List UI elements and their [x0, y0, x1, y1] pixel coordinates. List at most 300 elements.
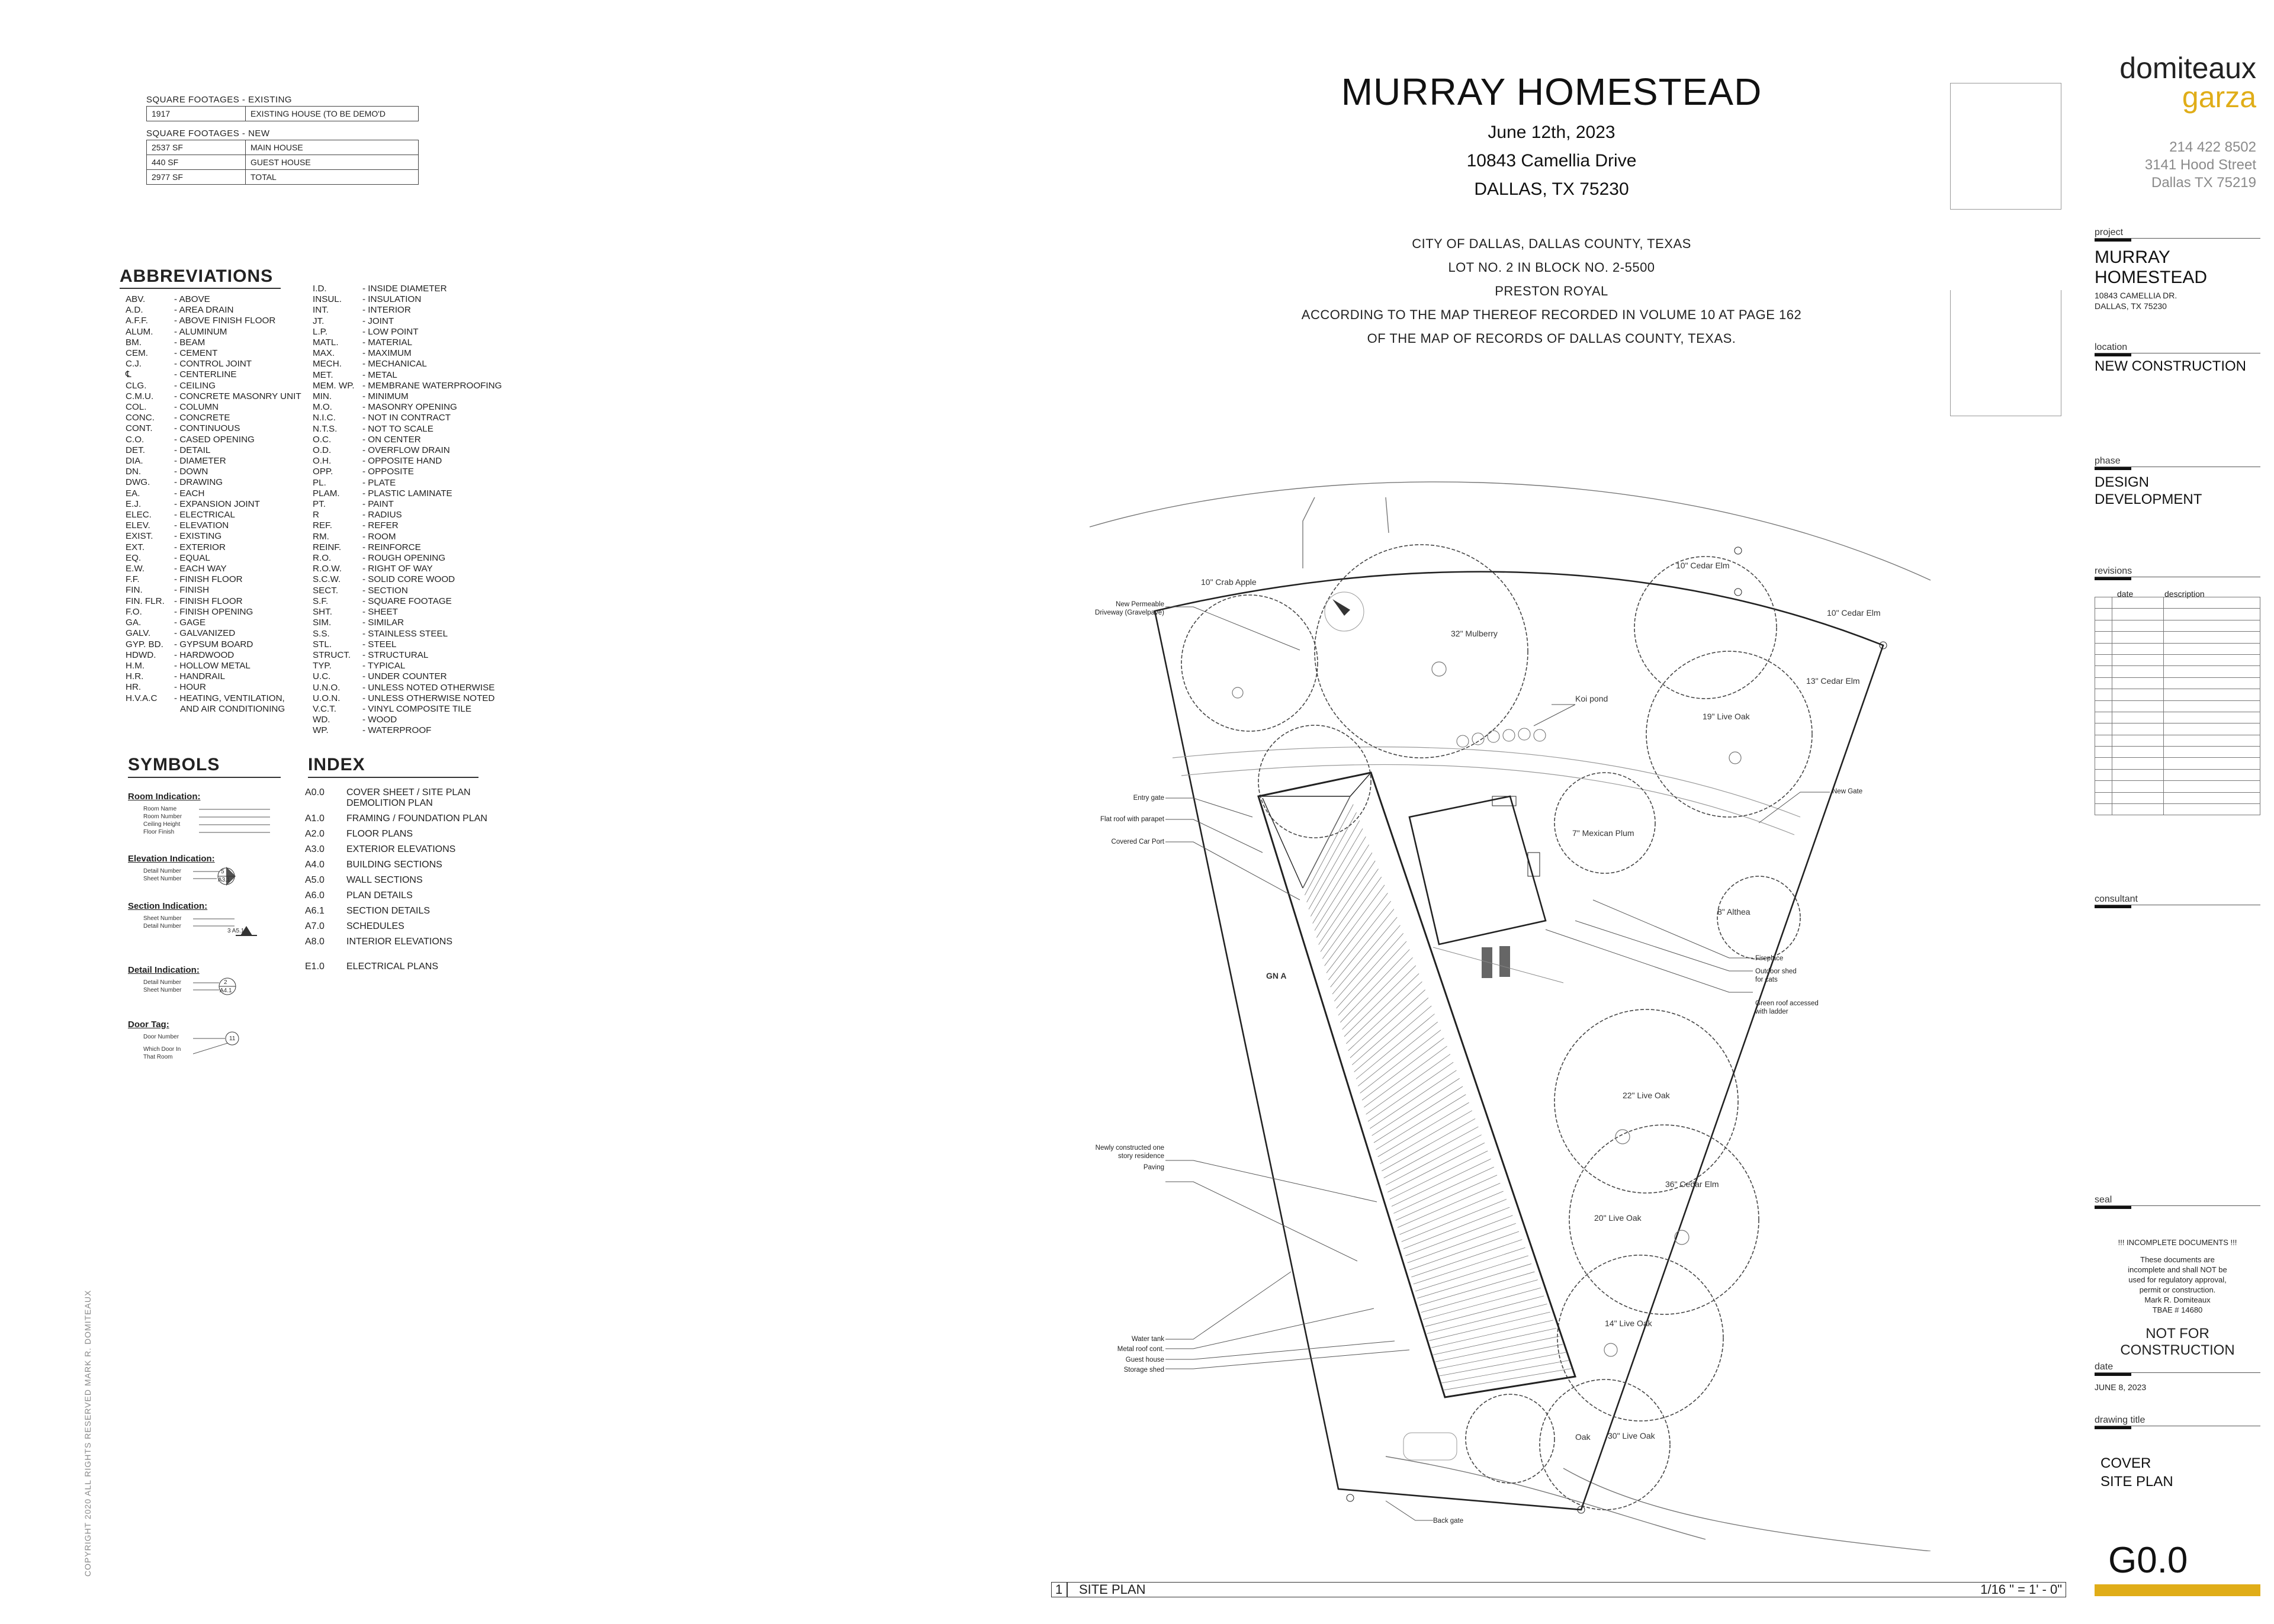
abbreviation-row — [126, 391, 301, 402]
abbreviation-key: BM. — [126, 337, 142, 348]
abbreviation-value: - ABOVE FINISH FLOOR — [174, 316, 276, 326]
abbreviations-col-1 — [126, 294, 301, 715]
plan-label: 19" Live Oak — [1703, 712, 1750, 721]
abbreviation-row — [126, 488, 301, 499]
index-item[interactable] — [305, 857, 487, 873]
abbreviation-row — [313, 532, 502, 542]
revision-cell — [2095, 700, 2112, 712]
abbreviation-row — [313, 704, 502, 715]
callout-water-tank: Water tank — [1131, 1336, 1164, 1343]
seal-note: permit or construction. — [2139, 1285, 2216, 1294]
abbreviation-key: FIN. FLR. — [126, 596, 165, 606]
abbreviation-row — [126, 650, 301, 661]
abbreviation-value: - COLUMN — [174, 402, 219, 413]
callout-driveway — [1013, 600, 1164, 617]
table-row — [2095, 632, 2260, 643]
plan-label: 8" Althea — [1717, 907, 1751, 916]
callout-text: Outdoor shed — [1755, 968, 1797, 975]
plan-label: 10" Cedar Elm — [1676, 561, 1730, 570]
sf-value: 1917 — [147, 107, 246, 121]
index-item[interactable] — [305, 873, 487, 888]
abbreviation-row — [313, 574, 502, 585]
abbreviation-key: R.O.W. — [313, 564, 342, 574]
abbreviation-row — [313, 564, 502, 574]
roof-rib — [1356, 1014, 1435, 1079]
abbreviation-row — [126, 348, 301, 359]
abbreviation-key: S.C.W. — [313, 574, 341, 585]
seal-note: These documents are — [2140, 1255, 2215, 1264]
abbreviation-key: HR. — [126, 682, 142, 693]
abbreviation-key: FIN. — [126, 585, 143, 596]
abbreviation-key: PLAM. — [313, 488, 340, 499]
plan-label: 10" Crab Apple — [1201, 577, 1257, 587]
revision-cell — [2095, 689, 2112, 700]
callout-flat-roof: Flat roof with parapet — [1100, 816, 1164, 823]
roof-rib — [1403, 1207, 1509, 1249]
abbreviation-key: WP. — [313, 725, 329, 736]
abbreviation-row — [126, 456, 301, 467]
table-row — [2095, 620, 2260, 631]
revision-cell — [2095, 654, 2112, 665]
detail-tag-icon — [193, 977, 240, 1002]
revision-cell — [2095, 609, 2112, 620]
abbreviation-value: - UNLESS OTHERWISE NOTED — [362, 693, 495, 703]
abbreviation-key: H.M. — [126, 660, 145, 671]
plan-label: 10" Cedar Elm — [1827, 608, 1881, 618]
tb-label: revisions — [2095, 566, 2132, 576]
roof-rib — [1348, 982, 1422, 1051]
roof-rib — [1368, 1062, 1453, 1121]
symbol-label: Detail Number — [143, 868, 181, 874]
abbreviation-row — [313, 715, 502, 725]
abbreviation-key: U.O.N. — [313, 693, 341, 703]
roof-rib — [1380, 1111, 1472, 1164]
abbreviation-row — [313, 391, 502, 402]
table-row — [2095, 700, 2260, 712]
abbreviation-value: - STRUCTURAL — [362, 649, 429, 660]
tree-canopy — [1646, 651, 1812, 817]
abbreviation-row — [126, 359, 301, 369]
abbreviation-row — [313, 467, 502, 477]
index-title-text: BUILDING SECTIONS — [346, 860, 442, 870]
revision-cell — [2095, 632, 2112, 643]
tree-canopy — [1554, 773, 1655, 873]
roof-rib — [1313, 837, 1366, 924]
abbreviation-key: C.M.U. — [126, 391, 154, 401]
abbreviation-value: - EACH — [174, 488, 205, 499]
revision-cell — [2095, 758, 2112, 769]
abbreviation-value: AND AIR CONDITIONING — [180, 703, 285, 714]
abbreviation-key — [126, 704, 174, 715]
section-indication-heading: Section Indication: — [128, 901, 208, 911]
abbreviation-value: - WOOD — [362, 715, 397, 725]
abbreviation-key: SECT. — [313, 585, 339, 596]
tb-project — [2095, 227, 2260, 311]
plan-label: 36" Cedar Elm — [1665, 1179, 1719, 1189]
abbreviation-value: - GALVANIZED — [174, 628, 236, 639]
revision-cell — [2164, 735, 2260, 746]
tb-label: consultant — [2095, 894, 2138, 904]
guest-house-outline — [1409, 796, 1546, 944]
sf-desc: MAIN HOUSE — [246, 140, 419, 155]
roof-rib — [1311, 828, 1363, 916]
abbreviation-key: GA. — [126, 618, 142, 628]
room-indication-heading: Room Indication: — [128, 792, 201, 802]
legal-line: OF THE MAP OF RECORDS OF DALLAS COUNTY, TEXAS. — [1367, 331, 1736, 346]
revision-cell — [2164, 654, 2260, 665]
abbreviation-row — [126, 369, 301, 380]
section-tag-icon — [193, 913, 258, 943]
table-row — [147, 107, 419, 121]
tb-phase-value: DEVELOPMENT — [2095, 491, 2202, 507]
revision-cell — [2095, 712, 2112, 723]
symbol-label: That Room — [143, 1054, 173, 1060]
abbreviation-row — [126, 435, 301, 445]
roof-rib — [1319, 861, 1376, 945]
table-row — [2095, 735, 2260, 746]
callout-residence — [1013, 1144, 1164, 1160]
abbreviation-row — [313, 596, 502, 607]
callout-fireplace: Fireplace — [1755, 955, 1784, 962]
abbreviation-key: DET. — [126, 445, 145, 455]
roof-rib — [1354, 1006, 1432, 1072]
revision-cell — [2164, 597, 2260, 609]
revision-cell — [2112, 632, 2164, 643]
abbreviation-key: PT. — [313, 499, 326, 510]
abbreviation-row — [313, 725, 502, 736]
index-item[interactable] — [305, 827, 487, 842]
room-indication — [128, 792, 282, 836]
callout-back-gate: Back gate — [1433, 1517, 1464, 1525]
abbreviation-value: - CONCRETE — [174, 413, 230, 423]
roof-rib — [1337, 933, 1403, 1008]
tree-canopy — [1181, 595, 1318, 731]
abbreviation-key: MAX. — [313, 348, 335, 359]
abbreviation-value: - HANDRAIL — [174, 671, 226, 682]
abbreviation-row — [126, 607, 301, 618]
abbreviation-value: - DRAWING — [174, 477, 223, 488]
roof-rib — [1405, 1215, 1512, 1256]
plan-label: 13" Cedar Elm — [1806, 676, 1860, 686]
abbreviation-value: - SQUARE FOOTAGE — [362, 596, 452, 606]
plan-label: Koi pond — [1575, 694, 1608, 703]
abbreviations-col-2 — [313, 284, 502, 737]
abbreviation-key: ELEV. — [126, 520, 150, 531]
seal-note: !!! INCOMPLETE DOCUMENTS !!! — [2118, 1238, 2237, 1247]
abbreviation-row — [126, 294, 301, 305]
abbreviation-key: F.F. — [126, 574, 140, 585]
drawing-number: 1 — [1055, 1582, 1063, 1597]
abbreviation-value: - FINISH FLOOR — [174, 574, 243, 585]
legal-line: PRESTON ROYAL — [1495, 284, 1608, 298]
abbreviations-title: ABBREVIATIONS — [120, 266, 274, 286]
roof-rib — [1396, 1175, 1497, 1221]
index-title-text: ELECTRICAL PLANS — [346, 961, 439, 972]
index-sheet: A4.0 — [305, 860, 325, 870]
abbreviation-key: JT. — [313, 316, 325, 326]
revision-cell — [2112, 792, 2164, 803]
abbreviation-row — [313, 499, 502, 510]
abbreviation-value: - EXISTING — [174, 531, 222, 542]
abbreviation-key: O.D. — [313, 445, 332, 456]
revision-cell — [2164, 769, 2260, 780]
abbreviation-key: EA. — [126, 488, 140, 499]
index-item[interactable] — [305, 811, 487, 827]
symbol-label: Which Door In — [143, 1046, 181, 1053]
abbreviation-value: - FINISH OPENING — [174, 606, 253, 617]
abbreviation-key: COL. — [126, 402, 147, 413]
index-title-text: DEMOLITION PLAN — [346, 798, 433, 808]
abbreviation-value: - ABOVE — [174, 294, 210, 304]
abbreviation-value: - NOT TO SCALE — [362, 423, 433, 434]
index-item[interactable] — [305, 903, 487, 919]
tb-drawing-title-value: SITE PLAN — [2100, 1474, 2173, 1490]
table-row — [147, 140, 419, 155]
callout-text: story residence — [1118, 1153, 1164, 1160]
sf-new-table — [146, 140, 419, 185]
abbreviation-value: - ALUMINUM — [174, 326, 227, 337]
firm-street: 3141 Hood Street — [2144, 157, 2256, 173]
abbreviation-row — [313, 542, 502, 553]
abbreviation-value: - JOINT — [362, 316, 394, 326]
abbreviation-row — [313, 337, 502, 348]
abbreviation-row — [313, 316, 502, 327]
revision-cell — [2164, 804, 2260, 815]
plan-label: 22" Live Oak — [1623, 1091, 1670, 1100]
abbreviation-row — [313, 294, 502, 305]
revision-cell — [2112, 804, 2164, 815]
copyright: COPYRIGHT 2020 ALL RIGHTS RESERVED MARK R. DOMITEAUX — [83, 1289, 92, 1577]
revision-cell — [2112, 723, 2164, 735]
callout-text: Newly constructed one — [1095, 1144, 1164, 1152]
abbreviation-value: - MASONRY OPENING — [362, 402, 457, 413]
abbreviation-value: - RADIUS — [362, 510, 402, 520]
abbreviation-key: MIN. — [313, 391, 332, 402]
tb-project-name: HOMESTEAD — [2095, 268, 2208, 287]
abbreviation-key: S.S. — [313, 628, 330, 639]
callout-text: Driveway (Gravelpave) — [1095, 609, 1164, 616]
abbreviation-value: - DETAIL — [174, 445, 211, 455]
index-sheet: A5.0 — [305, 875, 325, 885]
tree-canopy — [1540, 1379, 1670, 1510]
project-date-address — [1315, 118, 1788, 204]
abbreviation-row — [313, 381, 502, 391]
elevation-indication — [128, 854, 282, 883]
index-item[interactable] — [305, 888, 487, 903]
north-arrow-icon — [1325, 592, 1364, 631]
table-row — [2095, 597, 2260, 609]
roof-rib — [1307, 812, 1357, 902]
legal-line: LOT NO. 2 IN BLOCK NO. 2-5500 — [1448, 260, 1655, 275]
callout-paving: Paving — [1143, 1164, 1164, 1171]
revision-cell — [2164, 609, 2260, 620]
callout-entry-gate: Entry gate — [1133, 795, 1164, 802]
index-title-text: EXTERIOR ELEVATIONS — [346, 844, 456, 854]
table-row — [2095, 712, 2260, 723]
elevation-tag-bottom: A3.1 — [218, 877, 230, 883]
firm-contact — [2025, 139, 2256, 192]
index-item[interactable] — [305, 842, 487, 857]
roof-rib — [1387, 1143, 1485, 1192]
abbreviation-row — [313, 402, 502, 413]
tb-seal — [2095, 1195, 2260, 1359]
abbreviation-row — [126, 499, 301, 510]
symbol-label: Ceiling Height — [143, 821, 181, 828]
roof-rib — [1431, 1320, 1553, 1348]
tree-canopy — [1315, 545, 1528, 758]
abbreviation-row — [313, 520, 502, 531]
abbreviation-value: - CENTERLINE — [174, 369, 237, 380]
table-row — [2095, 804, 2260, 815]
plan-label: 30" Live Oak — [1608, 1431, 1655, 1440]
revision-cell — [2095, 597, 2112, 609]
abbreviation-value: - STEEL — [362, 639, 397, 649]
roof-rib — [1315, 845, 1369, 931]
roof-rib — [1408, 1223, 1516, 1263]
index-rule — [308, 777, 478, 778]
index-sheet: A6.0 — [305, 890, 325, 901]
abbreviation-key: MECH. — [313, 359, 342, 369]
tb-label: project — [2095, 227, 2124, 237]
abbreviation-key: C.J. — [126, 359, 142, 369]
abbreviation-value: - UNLESS NOTED OTHERWISE — [362, 682, 495, 693]
roof-rib — [1419, 1272, 1535, 1305]
abbreviation-value: - OPPOSITE — [362, 467, 414, 477]
index-sheet — [305, 796, 346, 811]
abbreviation-row — [126, 531, 301, 542]
revision-cell — [2164, 689, 2260, 700]
abbreviation-row — [313, 683, 502, 693]
revision-cell — [2095, 677, 2112, 689]
abbreviation-key: N.I.C. — [313, 413, 336, 423]
abbreviation-row — [126, 574, 301, 585]
index-sheet: A7.0 — [305, 921, 325, 931]
revision-cell — [2095, 747, 2112, 758]
abbreviation-value: - LOW POINT — [362, 326, 419, 337]
index-sheet: A6.1 — [305, 906, 325, 916]
tb-location — [2095, 342, 2260, 375]
abbreviation-key: ALUM. — [126, 326, 153, 337]
abbreviation-value: - DOWN — [174, 467, 208, 477]
index-item-e1[interactable] — [305, 959, 438, 975]
symbol-label: Sheet Number — [143, 876, 182, 882]
tb-revisions — [2095, 566, 2260, 599]
roof-rib — [1331, 909, 1394, 988]
elevation-indication-heading: Elevation Indication: — [128, 854, 215, 864]
abbreviation-value: - HOUR — [174, 682, 206, 693]
elevation-tag-top: 5 — [221, 869, 224, 875]
abbreviation-value: - CEMENT — [174, 348, 218, 359]
revision-cell — [2112, 735, 2164, 746]
abbreviation-key: F.O. — [126, 606, 142, 617]
abbreviation-value: - HEATING, VENTILATION, — [174, 693, 285, 703]
abbreviation-row — [126, 542, 301, 553]
roof-rib — [1417, 1263, 1531, 1298]
project-address: 10843 Camellia Drive — [1466, 151, 1637, 171]
abbreviation-value: - EXTERIOR — [174, 542, 226, 552]
sf-value: 2537 SF — [147, 140, 246, 155]
revision-cell — [2164, 666, 2260, 677]
abbreviation-value: - ON CENTER — [362, 434, 421, 445]
roof-rib — [1303, 796, 1350, 888]
abbreviation-value: - GYPSUM BOARD — [174, 639, 253, 649]
abbreviation-value: - BEAM — [174, 337, 205, 348]
abbreviation-key: OPP. — [313, 467, 333, 477]
abbreviation-key: O.C. — [313, 434, 332, 445]
sf-existing-heading: SQUARE FOOTAGES - EXISTING — [146, 95, 293, 105]
abbreviation-row — [126, 671, 301, 682]
callout-guest-house: Guest house — [1125, 1356, 1164, 1363]
tb-label: date — [2095, 1362, 2114, 1372]
table-row — [2095, 689, 2260, 700]
abbreviation-key: R — [313, 510, 319, 520]
abbreviation-value: - NOT IN CONTRACT — [362, 413, 451, 423]
abbreviation-key: I.D. — [313, 284, 327, 294]
abbreviation-value: - SHEET — [362, 607, 398, 618]
abbreviation-key: ELEC. — [126, 510, 152, 520]
symbol-label: Floor Finish — [143, 829, 175, 835]
tb-phase-value: DESIGN — [2095, 474, 2150, 490]
abbreviation-row — [126, 661, 301, 671]
abbreviation-row — [313, 629, 502, 639]
revision-cell — [2112, 597, 2164, 609]
firm-phone: 214 422 8502 — [2169, 139, 2256, 155]
symbol-label: Detail Number — [143, 923, 181, 930]
callout-text: Green roof accessed — [1755, 1000, 1819, 1007]
abbreviation-key: U.N.O. — [313, 682, 341, 693]
abbreviation-value: - PLASTIC LAMINATE — [362, 488, 452, 499]
abbreviation-value: - GAGE — [174, 618, 206, 628]
abbreviation-key: CLG. — [126, 380, 147, 391]
abbreviation-value: - CASED OPENING — [174, 434, 255, 445]
index-item[interactable] — [305, 934, 487, 950]
abbreviation-key: EQ. — [126, 552, 142, 563]
abbreviation-row — [313, 553, 502, 564]
detail-indication — [128, 965, 282, 994]
roof-rib — [1421, 1280, 1538, 1313]
abbreviation-value: - INTERIOR — [362, 305, 411, 316]
abbreviation-row — [126, 477, 301, 488]
index-item[interactable] — [305, 919, 487, 934]
revision-cell — [2095, 620, 2112, 631]
abbreviation-row — [313, 671, 502, 682]
abbreviation-value: - TYPICAL — [362, 661, 406, 671]
table-row — [2095, 747, 2260, 758]
tb-date — [2095, 1362, 2260, 1393]
abbreviation-value: - INSULATION — [362, 294, 422, 305]
abbreviation-key: STRUCT. — [313, 649, 351, 660]
abbreviation-row — [126, 337, 301, 348]
revision-cell — [2095, 804, 2112, 815]
abbreviation-key: STL. — [313, 639, 332, 649]
roof-rib — [1358, 1022, 1437, 1086]
tree-canopy — [1466, 1394, 1554, 1483]
abbreviation-key: WD. — [313, 715, 330, 725]
revision-cell — [2164, 758, 2260, 769]
abbreviation-row — [126, 381, 301, 391]
abbreviation-row — [313, 607, 502, 618]
firm-logo — [2025, 51, 2256, 114]
abbreviation-key: REF. — [313, 520, 332, 531]
roof-rib — [1433, 1328, 1556, 1355]
abbreviation-key: E.J. — [126, 499, 142, 509]
revision-cell — [2095, 792, 2112, 803]
revision-cell — [2112, 700, 2164, 712]
roof-rib — [1346, 973, 1419, 1043]
symbol-label: Sheet Number — [143, 915, 182, 922]
drawing-label-bar — [1051, 1582, 2066, 1597]
tb-drawing-title-value: COVER — [2100, 1455, 2151, 1471]
